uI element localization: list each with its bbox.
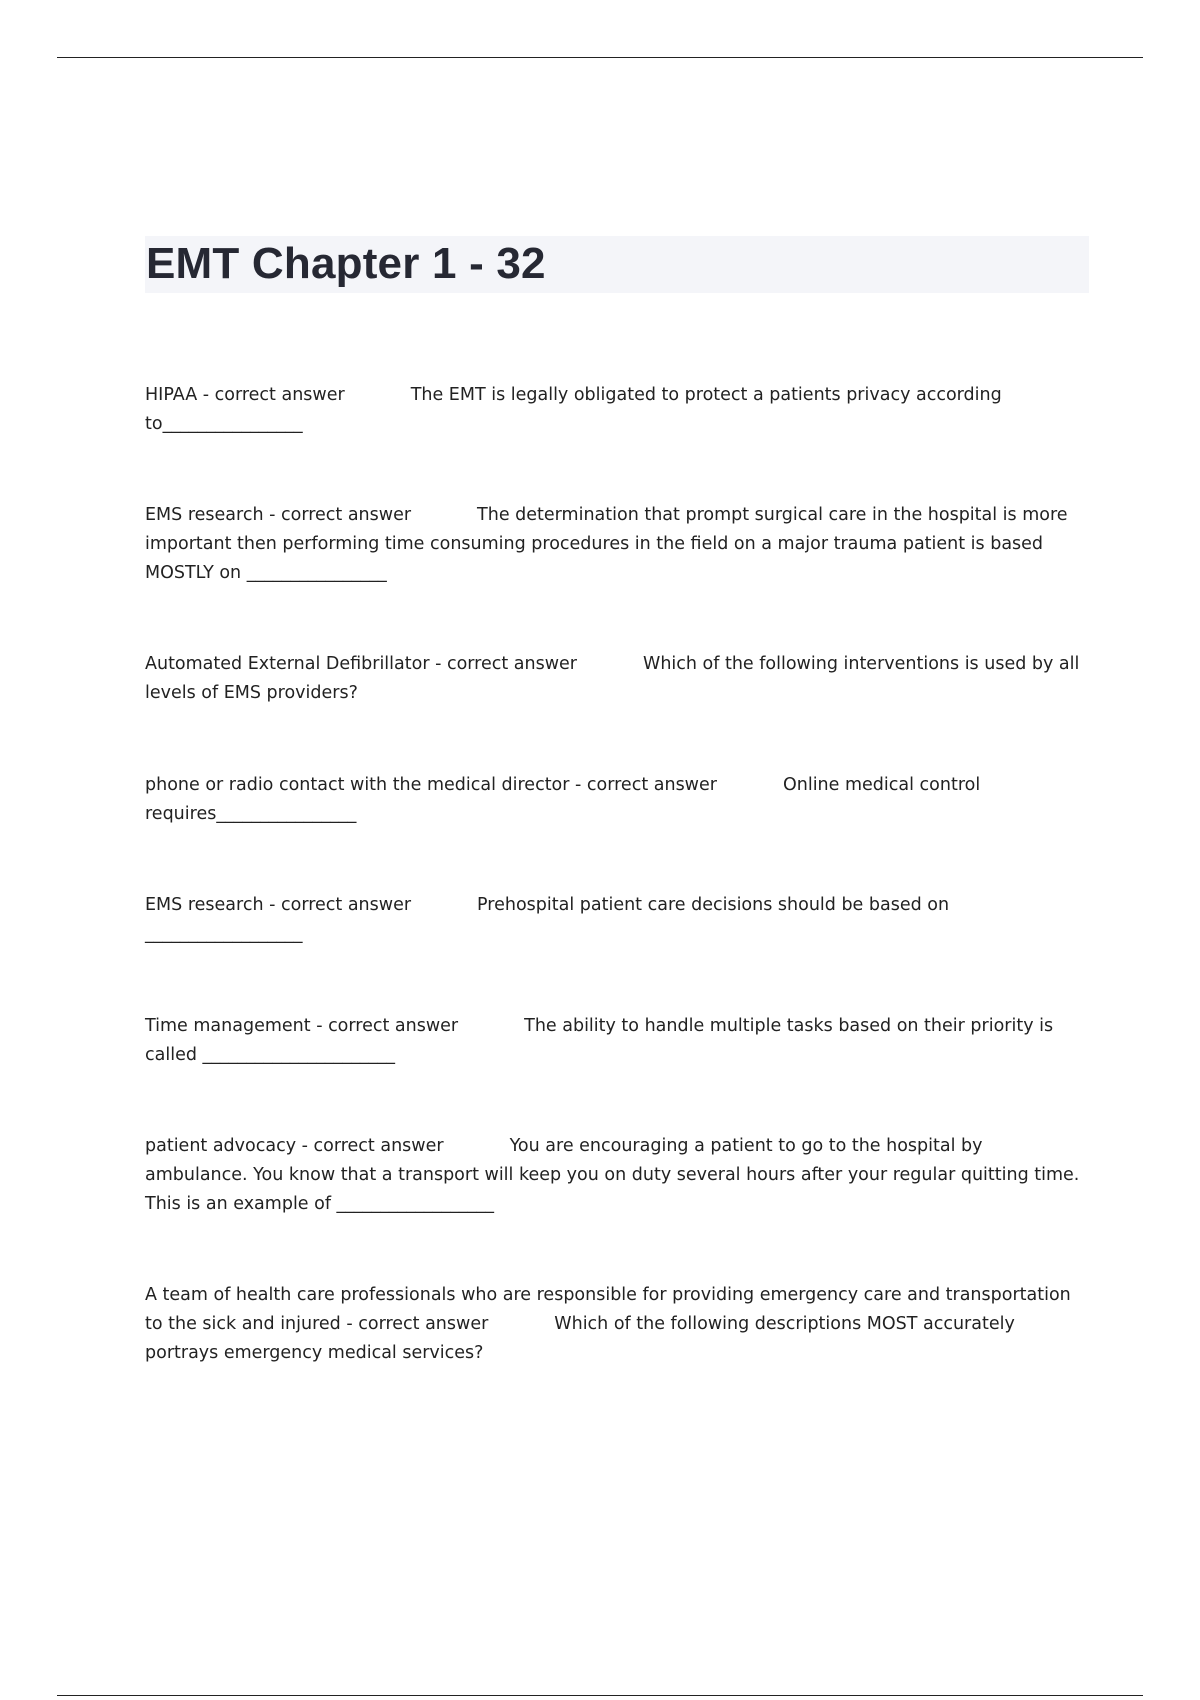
- answer-text: HIPAA: [145, 385, 198, 405]
- page-title: EMT Chapter 1 - 32: [146, 239, 546, 288]
- question-text: The determination that prompt surgical care in the hospital is more important then performing time consuming procedures in the field on a major trauma patient is based MOSTLY on ________________: [145, 505, 1068, 583]
- answer-marker: - correct answer: [310, 1016, 459, 1036]
- answer-text: EMS research: [145, 505, 264, 525]
- question-text: Prehospital patient care decisions should be based on __________________: [145, 895, 950, 944]
- top-rule: [57, 57, 1143, 58]
- qa-card-6: [145, 1012, 1090, 1070]
- qa-card-3: [145, 650, 1090, 708]
- qa-card-8: [145, 1281, 1090, 1368]
- question-text: Online medical control requires________________: [145, 775, 981, 824]
- qa-card-2: [145, 501, 1090, 588]
- answer-marker: - correct answer: [197, 385, 345, 405]
- answer-marker: - correct answer: [429, 654, 578, 674]
- answer-text: Automated External Defibrillator: [145, 654, 430, 674]
- answer-marker: - correct answer: [263, 505, 412, 525]
- bottom-rule: [57, 1695, 1143, 1696]
- qa-card-4: [145, 771, 1090, 829]
- qa-card-1: [145, 381, 1090, 439]
- question-text: The ability to handle multiple tasks based on their priority is called ______________________: [145, 1016, 1054, 1065]
- answer-text: phone or radio contact with the medical director: [145, 775, 570, 795]
- question-text: The EMT is legally obligated to protect a patients privacy according to________________: [145, 385, 1002, 434]
- answer-marker: - correct answer: [296, 1136, 444, 1156]
- answer-marker: - correct answer: [340, 1314, 489, 1334]
- qa-card-7: [145, 1132, 1090, 1219]
- question-text: You are encouraging a patient to go to the hospital by ambulance. You know that a transport will keep you on duty several hours after your regular quitting time. This is an example of __________________: [145, 1136, 1080, 1214]
- question-text: Which of the following descriptions MOST accurately portrays emergency medical services?: [145, 1314, 1015, 1363]
- answer-text: A team of health care professionals who are responsible for providing emergency care and transportation to the sick and injured: [145, 1285, 1071, 1334]
- answer-text: EMS research: [145, 895, 264, 915]
- answer-marker: - correct answer: [569, 775, 717, 795]
- answer-text: Time management: [145, 1016, 311, 1036]
- qa-card-5: [145, 891, 1005, 949]
- answer-text: patient advocacy: [145, 1136, 297, 1156]
- question-text: Which of the following interventions is used by all levels of EMS providers?: [145, 654, 1080, 703]
- answer-marker: - correct answer: [263, 895, 412, 915]
